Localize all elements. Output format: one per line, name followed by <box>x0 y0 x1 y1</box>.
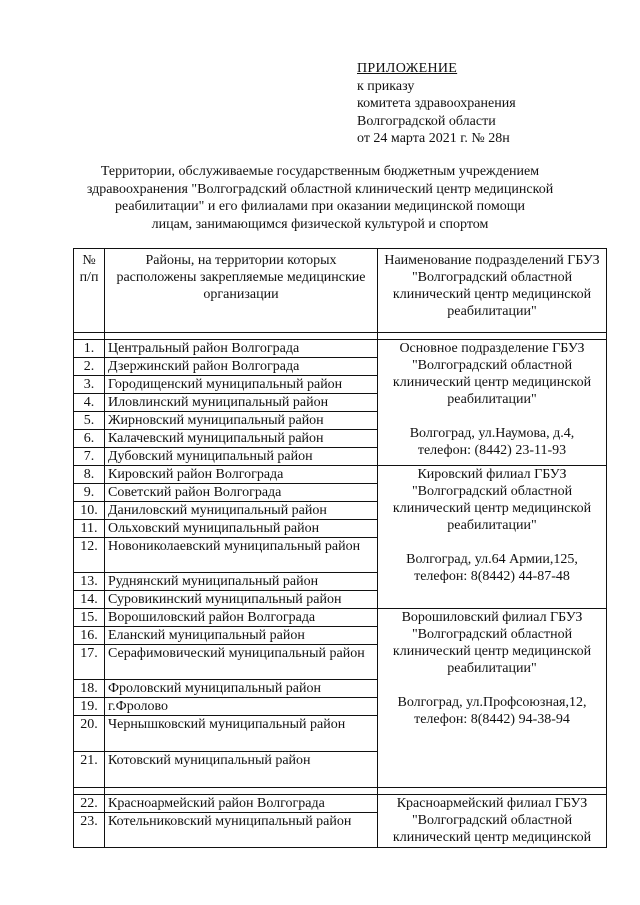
row-district: Советский район Волгограда <box>105 484 378 502</box>
row-district: Дзержинский район Волгограда <box>105 358 378 376</box>
document-title <box>60 163 580 233</box>
header-num-line2: п/п <box>79 270 99 285</box>
branch-kirovsky <box>378 466 607 609</box>
header-unit: Наименование подразделений ГБУЗ "Волгоградский областной клинический центр медицинской реабилитации" <box>378 249 607 333</box>
branch-phone: телефон: (8442) 23-11-93 <box>417 443 567 458</box>
row-district: Еланский муниципальный район <box>105 627 378 645</box>
branch-voroshilovsky <box>378 609 607 788</box>
title-line: Территории, обслуживаемые государственным бюджетным учреждением <box>100 164 540 179</box>
branch-phone: телефон: 8(8442) 94-38-94 <box>414 712 570 727</box>
row-num: 20. <box>74 716 105 752</box>
row-district: Красноармейский район Волгограда <box>105 795 378 813</box>
branch-address: Волгоград, ул.Профсоюзная,12, <box>397 695 587 710</box>
branch-phone: телефон: 8(8442) 44-87-48 <box>414 569 570 584</box>
header-district: Районы, на территории которых расположены закрепляемые медицинские организации <box>105 249 378 333</box>
branch-name: Кировский филиал ГБУЗ "Волгоградский областной клинический центр медицинской реабилитации" <box>392 467 592 533</box>
title-line: здравоохранения "Волгоградский областной клинический центр медицинской <box>86 181 554 197</box>
header-num-line1: № <box>82 253 96 268</box>
row-num: 19. <box>74 698 105 716</box>
row-district: Суровикинский муниципальный район <box>105 591 378 609</box>
branch-main <box>378 340 607 466</box>
title-line: лицам, занимающимся физической культурой и спортом <box>151 216 489 232</box>
row-num: 15. <box>74 609 105 627</box>
row-district: Иловлинский муниципальный район <box>105 394 378 412</box>
branch-address: Волгоград, ул.Наумова, д.4, <box>409 426 575 441</box>
annex-line: комитета здравоохранения <box>357 96 516 111</box>
row-num: 1. <box>74 340 105 358</box>
row-num: 8. <box>74 466 105 484</box>
gap-row <box>74 788 607 795</box>
row-num: 22. <box>74 795 105 813</box>
header-num <box>74 249 105 333</box>
row-num: 23. <box>74 813 105 848</box>
table-row <box>74 609 607 627</box>
annex-block <box>357 60 617 148</box>
row-num: 13. <box>74 573 105 591</box>
row-num: 4. <box>74 394 105 412</box>
table-row <box>74 466 607 484</box>
annex-title: ПРИЛОЖЕНИЕ <box>357 61 458 76</box>
row-num: 18. <box>74 680 105 698</box>
branch-krasnoarmeysky <box>378 795 607 848</box>
row-num: 6. <box>74 430 105 448</box>
row-num: 11. <box>74 520 105 538</box>
branch-name: Основное подразделение ГБУЗ "Волгоградский областной клинический центр медицинской реабилитации" <box>392 341 592 407</box>
row-district: Жирновский муниципальный район <box>105 412 378 430</box>
row-district: Даниловский муниципальный район <box>105 502 378 520</box>
branch-address: Волгоград, ул.64 Армии,125, <box>406 552 578 567</box>
row-district: Калачевский муниципальный район <box>105 430 378 448</box>
row-district: Центральный район Волгограда <box>105 340 378 358</box>
row-district: Городищенский муниципальный район <box>105 376 378 394</box>
territories-table <box>73 248 607 848</box>
row-district: г.Фролово <box>105 698 378 716</box>
row-num: 14. <box>74 591 105 609</box>
row-num: 12. <box>74 538 105 573</box>
row-num: 17. <box>74 645 105 680</box>
row-district: Дубовский муниципальный район <box>105 448 378 466</box>
row-district: Фроловский муниципальный район <box>105 680 378 698</box>
table-header-row <box>74 249 607 333</box>
row-num: 9. <box>74 484 105 502</box>
row-num: 21. <box>74 752 105 788</box>
row-district: Котовский муниципальный район <box>105 752 378 788</box>
annex-date: от 24 марта 2021 г. № 28н <box>357 131 510 146</box>
row-district: Ворошиловский район Волгограда <box>105 609 378 627</box>
gap-row <box>74 333 607 340</box>
row-district: Серафимовический муниципальный район <box>105 645 378 680</box>
annex-line: Волгоградской области <box>357 113 496 129</box>
table-row <box>74 340 607 358</box>
row-district: Ольховский муниципальный район <box>105 520 378 538</box>
row-num: 2. <box>74 358 105 376</box>
annex-line: к приказу <box>357 78 415 94</box>
row-district: Руднянский муниципальный район <box>105 573 378 591</box>
row-num: 3. <box>74 376 105 394</box>
row-num: 7. <box>74 448 105 466</box>
row-num: 16. <box>74 627 105 645</box>
title-line: реабилитации" и его филиалами при оказании медицинской помощи <box>114 199 526 214</box>
table-row <box>74 795 607 813</box>
row-num: 5. <box>74 412 105 430</box>
row-num: 10. <box>74 502 105 520</box>
row-district: Кировский район Волгограда <box>105 466 378 484</box>
row-district: Чернышковский муниципальный район <box>105 716 378 752</box>
branch-name: Ворошиловский филиал ГБУЗ "Волгоградский областной клинический центр медицинской реабилитации" <box>392 610 592 676</box>
row-district: Котельниковский муниципальный район <box>105 813 378 848</box>
branch-name: Красноармейский филиал ГБУЗ "Волгоградский областной клинический центр медицинской <box>392 796 592 845</box>
row-district: Новониколаевский муниципальный район <box>105 538 378 573</box>
